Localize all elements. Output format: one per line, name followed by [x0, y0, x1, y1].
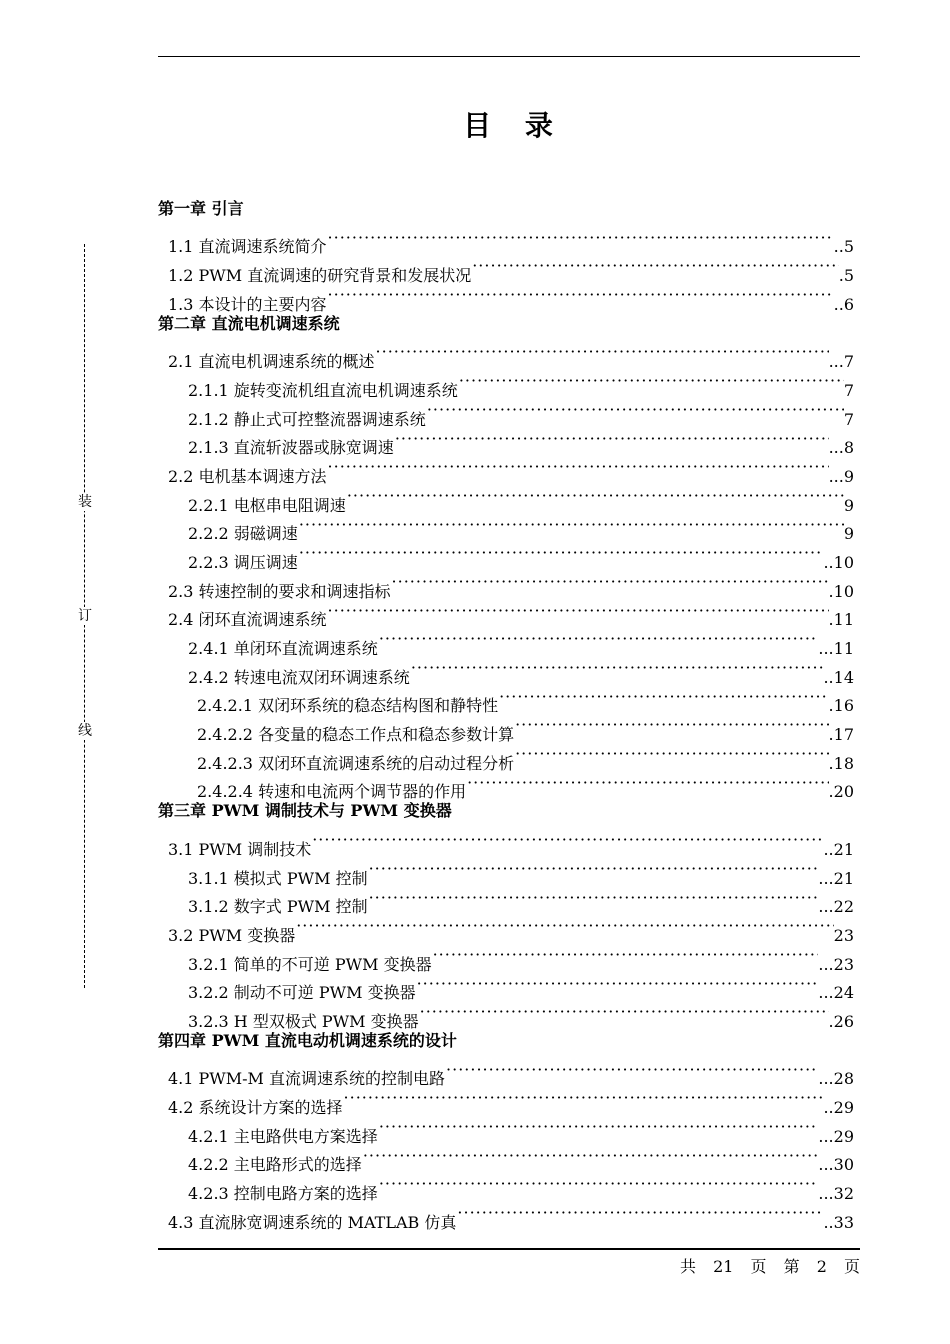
toc-page-number: ..14: [823, 667, 854, 687]
toc-dot-leader: [395, 425, 829, 454]
toc-entry-label: 2.4.2.3 双闭环直流调速系统的启动过程分析: [197, 753, 515, 773]
toc-dot-leader: [392, 568, 829, 597]
toc-page-number: ...8: [828, 438, 854, 458]
toc-dot-leader: [376, 338, 829, 367]
toc-entry-label: 4.2 系统设计方案的选择: [168, 1098, 343, 1117]
toc-page-number: ...32: [818, 1184, 854, 1204]
toc-dot-leader: [369, 855, 819, 884]
toc-page-number: .10: [828, 581, 854, 601]
toc-entry-label: 2.2.1 电枢串电阻调速: [188, 495, 346, 515]
toc-page-number: .11: [828, 610, 854, 630]
toc-entry-label: 第一章 引言: [158, 199, 244, 218]
toc-page-number: ...24: [818, 983, 854, 1003]
toc-dot-leader: [515, 711, 828, 740]
toc-entry-label: 第二章 直流电机调速系统: [158, 313, 340, 333]
toc-entry-label: 4.2.3 控制电路方案的选择: [188, 1184, 378, 1204]
toc-entry-label: 2.2.2 弱磁调速: [188, 524, 298, 544]
toc-page-number: ...30: [818, 1155, 854, 1175]
toc-page-number: 9: [843, 524, 854, 544]
toc-entry-label: 2.2.3 调压调速: [188, 552, 298, 572]
toc-dot-leader: [515, 740, 828, 769]
toc-dot-leader: [369, 884, 819, 913]
toc-dot-leader: [328, 281, 834, 310]
binding-mark-ding: 订: [78, 608, 92, 624]
toc-entry-label: 1.2 PWM 直流调速的研究背景和发展状况: [168, 266, 472, 286]
toc-page-number: ..29: [823, 1098, 854, 1117]
toc-dot-leader: [379, 1113, 819, 1142]
toc-entry-label: 第四章 PWM 直流电动机调速系统的设计: [158, 1030, 457, 1050]
toc-chapter-heading[interactable]: [158, 195, 860, 224]
toc-dot-leader: [312, 826, 823, 855]
toc-entry[interactable]: [158, 826, 860, 859]
toc-dot-leader: [328, 597, 829, 626]
toc-entry-label: 4.2.2 主电路形式的选择: [188, 1155, 362, 1175]
toc-entry-label: 2.2 电机基本调速方法: [168, 466, 327, 486]
toc-dot-leader: [499, 683, 828, 712]
toc-entry-label: 3.2.2 制动不可逆 PWM 变换器: [188, 983, 416, 1003]
toc-entry-label: 1.1 直流调速系统简介: [168, 237, 327, 257]
toc-page-number: .20: [828, 782, 854, 802]
toc-entry-label: 4.3 直流脉宽调速系统的 MATLAB 仿真: [168, 1212, 457, 1232]
toc-page-number: ...22: [818, 897, 854, 917]
toc-dot-leader: [344, 1084, 824, 1113]
toc-page-number: ..33: [823, 1212, 854, 1232]
toc-dot-leader: [420, 998, 829, 1027]
toc-entry-label: 1.3 本设计的主要内容: [168, 294, 327, 314]
toc-entry-label: 4.2.1 主电路供电方案选择: [188, 1126, 378, 1146]
binding-mark-zhuang: 装: [78, 494, 92, 510]
toc-entry-label: 2.4.1 单闭环直流调速系统: [188, 639, 378, 658]
toc-entry-label: 3.1.1 模拟式 PWM 控制: [188, 868, 368, 888]
toc-dot-leader: [433, 941, 819, 970]
toc-dot-leader: [446, 1056, 818, 1085]
toc-dot-leader: [363, 1142, 819, 1171]
toc-dot-leader: [299, 539, 824, 568]
toc-entry-label: 第三章 PWM 调制技术与 PWM 变换器: [158, 801, 452, 821]
toc-page-number: .5: [838, 266, 854, 286]
toc-page-number: ...9: [828, 466, 854, 486]
toc-dot-leader: [379, 1170, 819, 1199]
toc-page-number: ...11: [818, 639, 854, 658]
toc-dot-leader: [379, 625, 819, 654]
toc-page-number: .17: [828, 725, 854, 745]
toc-dot-leader: [459, 367, 844, 396]
toc-entry-label: 3.1.2 数字式 PWM 控制: [188, 897, 368, 917]
page-title: 目 录: [463, 109, 565, 142]
header-rule: [158, 56, 860, 57]
toc-dot-leader: [347, 482, 844, 511]
toc-dot-leader: [417, 970, 819, 999]
toc-entry-label: 3.2 PWM 变换器: [168, 925, 296, 945]
toc-chapter-heading[interactable]: [158, 1027, 860, 1056]
toc-page-number: ..10: [823, 552, 854, 572]
page-footer: 共 21 页 第 2 页: [680, 1257, 860, 1276]
toc-entry-label: 2.4.2 转速电流双闭环调速系统: [188, 667, 410, 687]
toc-page-number: ...28: [818, 1069, 854, 1089]
toc-page-number: ..21: [823, 839, 854, 859]
toc-entry-label: 3.1 PWM 调制技术: [168, 839, 312, 859]
toc-entry[interactable]: [158, 1056, 860, 1089]
toc-chapter-heading[interactable]: [158, 310, 860, 339]
toc-entry-label: 2.4.2.4 转速和电流两个调节器的作用: [197, 782, 467, 802]
toc-entry-label: 2.1.1 旋转变流机组直流电机调速系统: [188, 380, 458, 400]
toc-entry-label: 3.2.1 简单的不可逆 PWM 变换器: [188, 954, 432, 974]
toc-dot-leader: [328, 224, 834, 253]
toc-page-number: ...23: [818, 954, 854, 974]
toc-page-number: 23: [833, 925, 854, 945]
toc-entry-label: 2.1.3 直流斩波器或脉宽调速: [188, 438, 394, 458]
toc-page-number: .26: [828, 1011, 854, 1031]
toc-chapter-heading[interactable]: [158, 797, 860, 826]
toc-page-number: ...21: [818, 868, 854, 888]
toc-dot-leader: [457, 1199, 823, 1228]
binding-mark-xian: 线: [78, 723, 92, 739]
toc-dot-leader: [411, 654, 824, 683]
toc-entry[interactable]: [158, 338, 860, 372]
toc-page-number: 7: [843, 380, 854, 400]
toc-page-number: ...29: [818, 1126, 854, 1146]
toc-page-number: ..6: [833, 294, 854, 314]
toc-dot-leader: [427, 396, 844, 425]
toc-entry-label: 3.2.3 H 型双极式 PWM 变换器: [188, 1011, 419, 1031]
toc-dot-leader: [299, 511, 844, 540]
toc-entry-label: 4.1 PWM-M 直流调速系统的控制电路: [168, 1069, 446, 1089]
toc-dot-leader: [328, 453, 829, 482]
toc-entry-label: 2.3 转速控制的要求和调速指标: [168, 581, 391, 601]
toc-entry-label: 2.1 直流电机调速系统的概述: [168, 352, 375, 372]
toc-dot-leader: [472, 252, 839, 281]
toc-page-number: .18: [828, 753, 854, 773]
toc-entry[interactable]: [158, 224, 860, 257]
toc-entry-label: 2.1.2 静止式可控整流器调速系统: [188, 409, 426, 429]
toc-entry-label: 2.4.2.2 各变量的稳态工作点和稳态参数计算: [197, 725, 515, 745]
toc-page-number: ...7: [828, 352, 854, 372]
toc-entry-label: 2.4.2.1 双闭环系统的稳态结构图和静特性: [197, 696, 499, 716]
toc-page-number: .16: [828, 696, 854, 716]
toc-dot-leader: [467, 769, 828, 798]
toc-page-number: 9: [843, 495, 854, 515]
toc-page-number: ..5: [833, 237, 854, 257]
toc-entry-label: 2.4 闭环直流调速系统: [168, 610, 327, 630]
footer-rule: [158, 1248, 860, 1250]
table-of-contents: [158, 195, 860, 1232]
toc-dot-leader: [296, 912, 833, 941]
toc-page-number: 7: [843, 409, 854, 429]
